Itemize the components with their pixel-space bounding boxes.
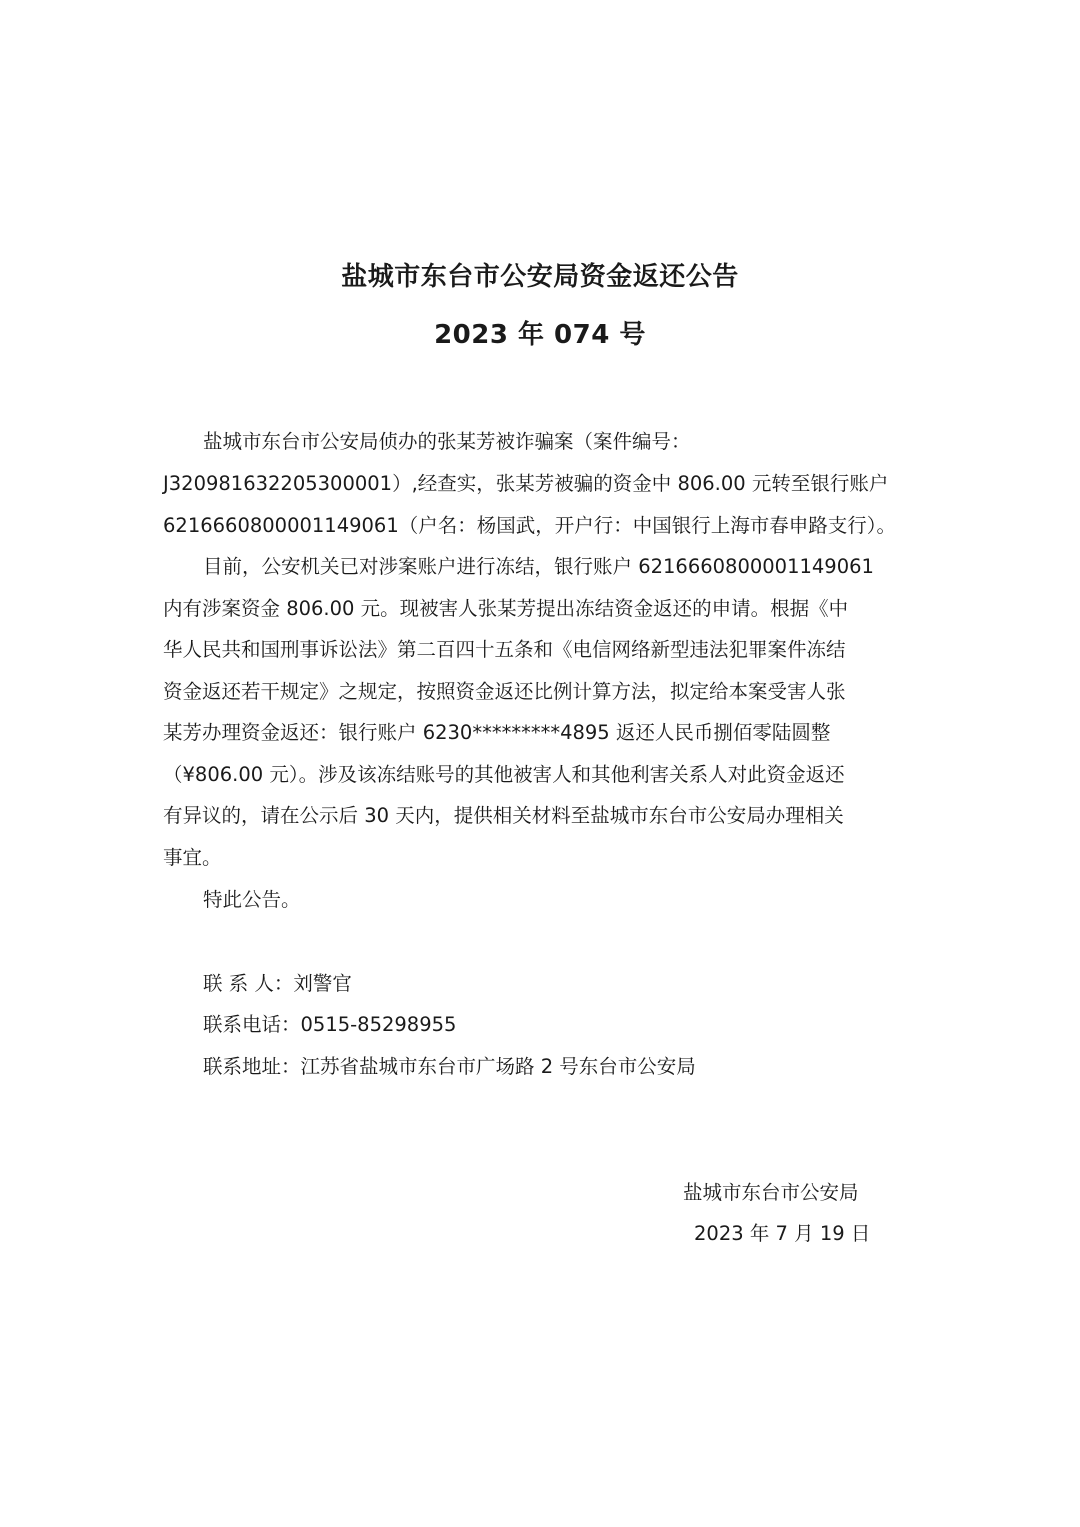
- paragraph-line: 事宜。: [163, 846, 222, 869]
- paragraph-line: 华人民共和国刑事诉讼法》第二百四十五条和《电信网络新型违法犯罪案件冻结: [163, 638, 846, 661]
- contact-address: 联系地址：江苏省盐城市东台市广场路 2 号东台市公安局: [203, 1055, 696, 1078]
- contact-phone: 联系电话：0515-85298955: [203, 1013, 457, 1036]
- document-number: 2023 年 074 号: [434, 320, 646, 350]
- paragraph-line: J320981632205300001）,经查实，张某芳被骗的资金中 806.00 元转至银行账户: [163, 472, 889, 495]
- contact-person: 联 系 人：刘警官: [203, 972, 352, 995]
- paragraph-line: 6216660800001149061（户名：杨国武，开户行：中国银行上海市春申路支行）。: [163, 514, 896, 537]
- document-title: 盐城市东台市公安局资金返还公告: [341, 262, 739, 292]
- paragraph-line: 内有涉案资金 806.00 元。现被害人张某芳提出冻结资金返还的申请。根据《中: [163, 597, 849, 620]
- signature-date: 2023 年 7 月 19 日: [694, 1222, 871, 1245]
- paragraph-line: 目前，公安机关已对涉案账户进行冻结，银行账户 6216660800001149061: [203, 555, 874, 578]
- closing-line: 特此公告。: [203, 888, 301, 911]
- signature-org: 盐城市东台市公安局: [683, 1181, 859, 1204]
- paragraph-line: 资金返还若干规定》之规定，按照资金返还比例计算方法，拟定给本案受害人张: [163, 680, 846, 703]
- paragraph-line: 某芳办理资金返还：银行账户 6230*********4895 返还人民币捌佰零陆圆整: [163, 721, 831, 744]
- paragraph-line: （¥806.00 元）。涉及该冻结账号的其他被害人和其他利害关系人对此资金返还: [163, 763, 845, 786]
- paragraph-line: 盐城市东台市公安局侦办的张某芳被诈骗案（案件编号：: [203, 430, 691, 453]
- paragraph-line: 有异议的，请在公示后 30 天内，提供相关材料至盐城市东台市公安局办理相关: [163, 804, 844, 827]
